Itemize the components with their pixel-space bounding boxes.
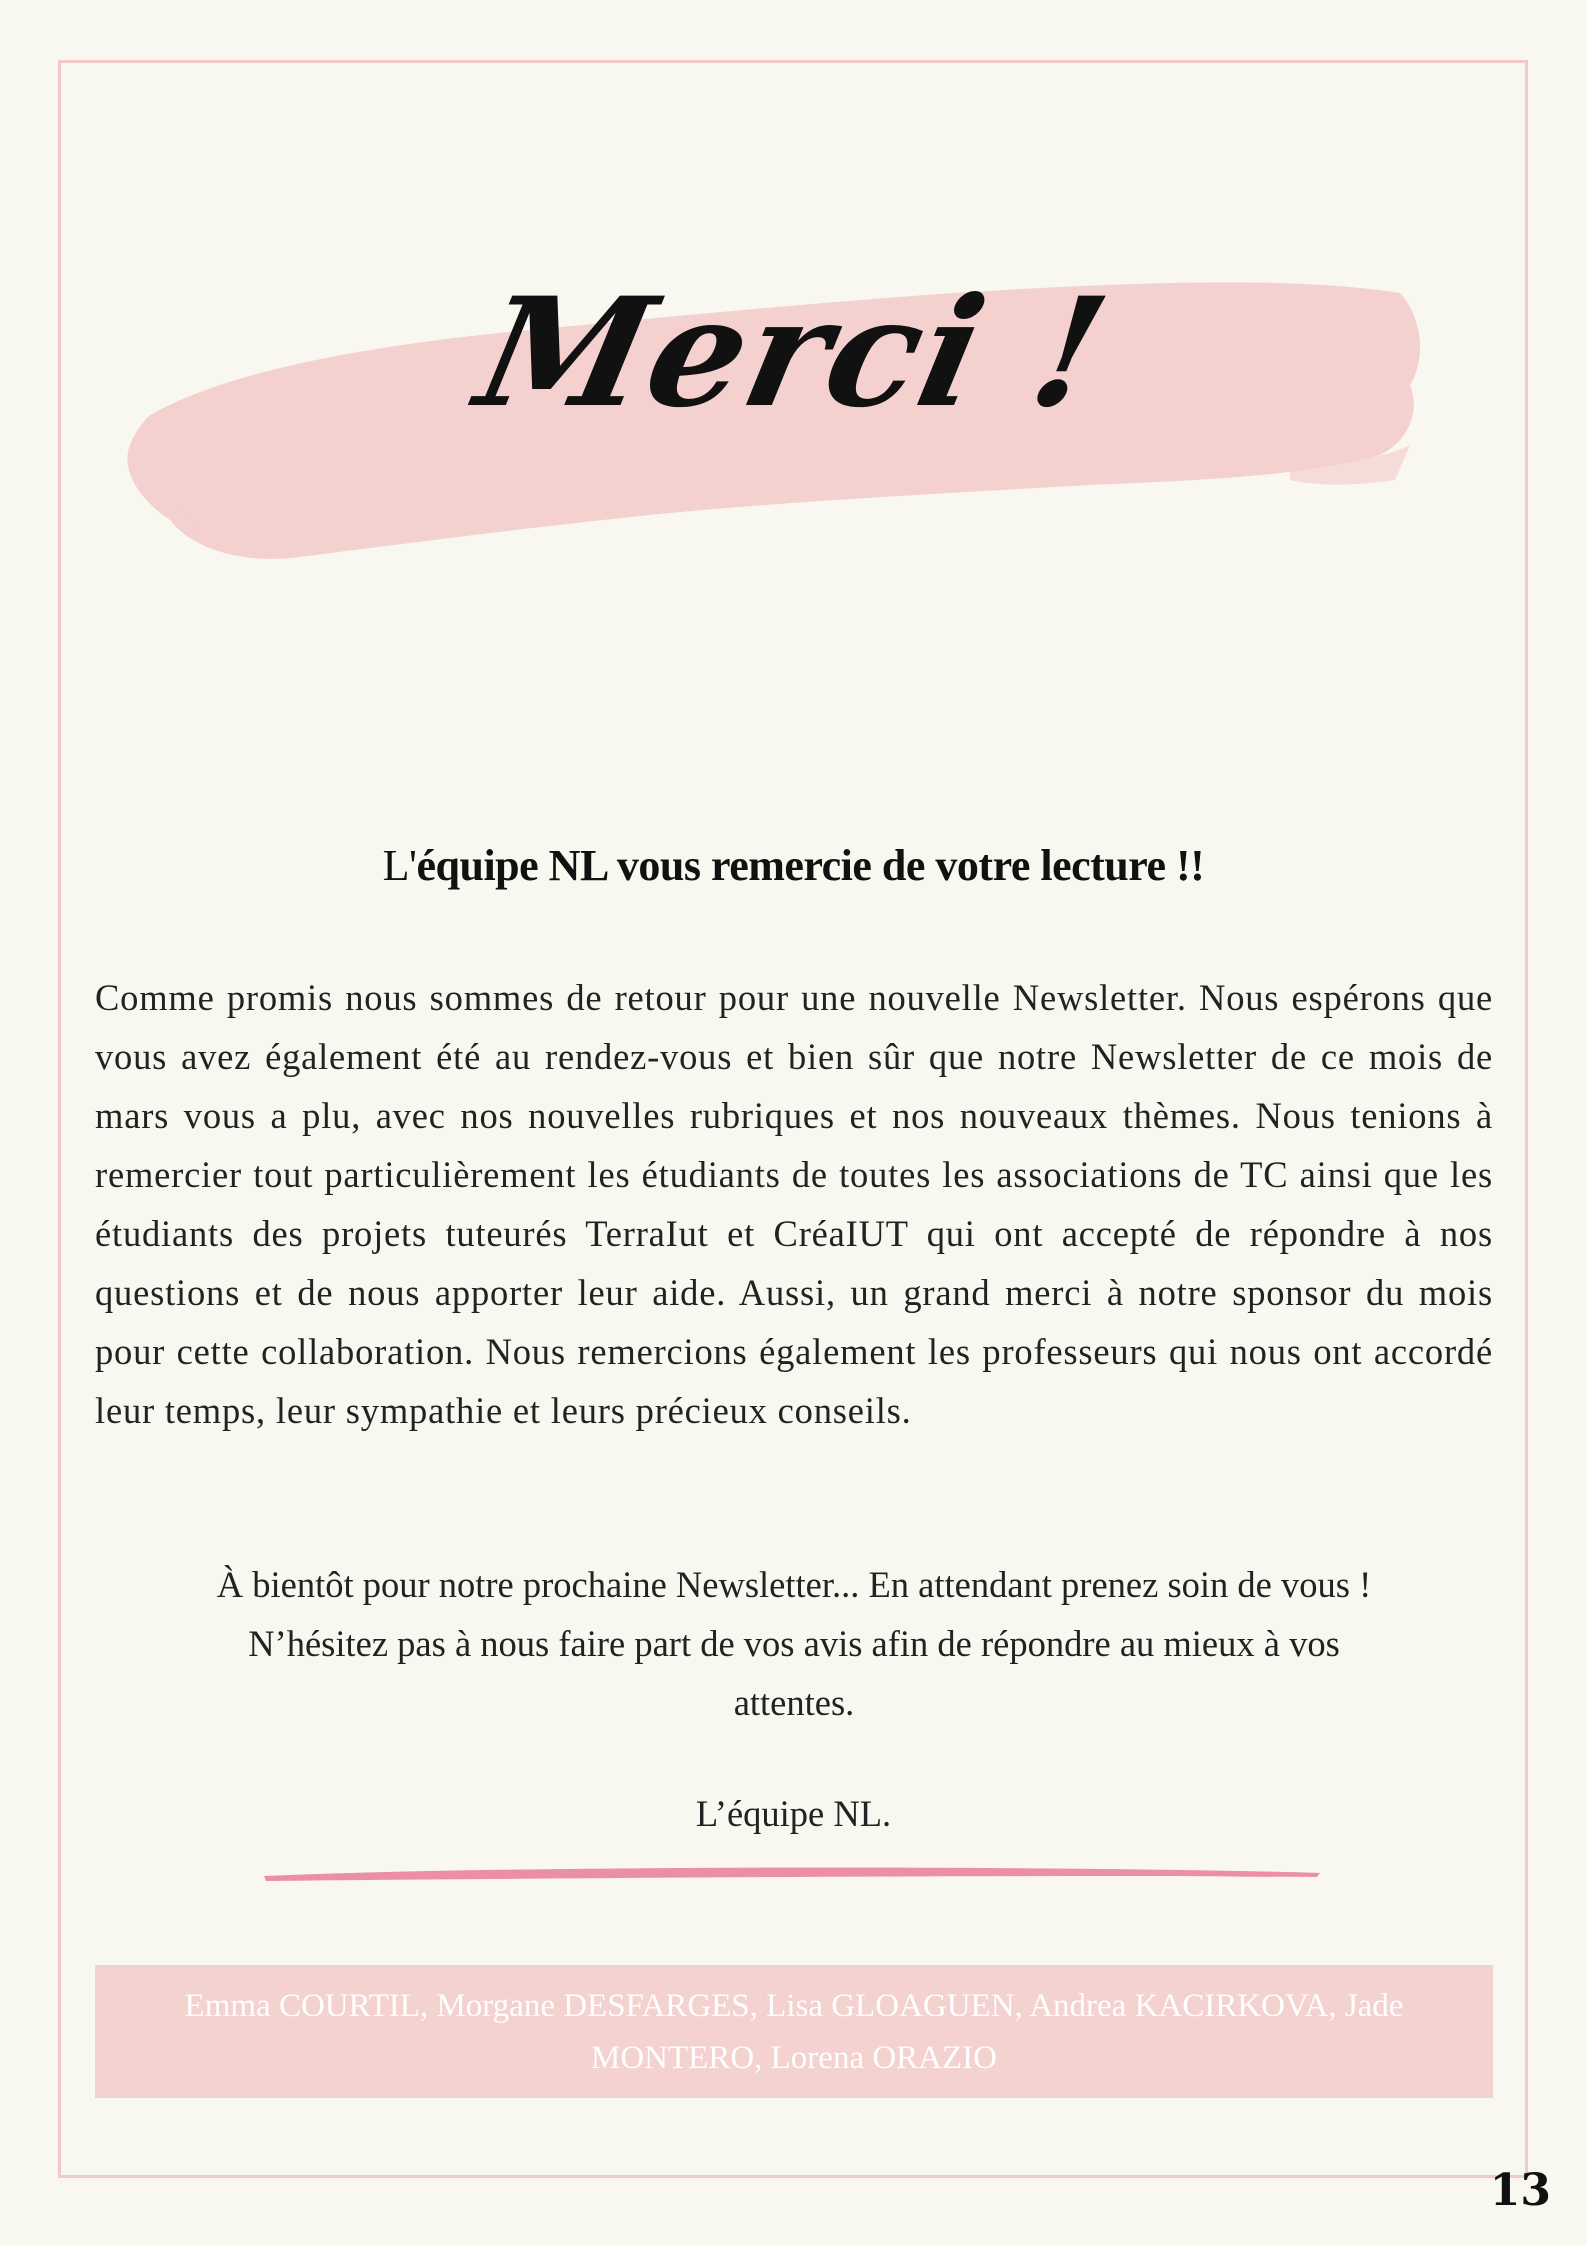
body-paragraph: Comme promis nous sommes de retour pour une nouvelle Newsletter. Nous espérons que vous avez également été au rendez-vous et bien sûr que notre Newsletter de ce mois de mars vous a plu, avec nos nouvelles rubriques et nos nouveaux thèmes. Nous tenions à remercier tout particulièrement les étudiants de toutes les associations de TC ainsi que les étudiants des projets tuteurés TerraIut et CréaIUT qui ont accepté de répondre à nos questions et de nous apporter leur aide. Aussi, un grand merci à notre sponsor du mois pour cette collaboration. Nous remercions également les professeurs qui nous ont accordé leur temps, leur sympathie et leurs précieux conseils. bbox=[95, 977, 1493, 1431]
signature: L’équipe NL. bbox=[695, 1793, 892, 1834]
closing-line: N’hésitez pas à nous faire part de vos avis afin de répondre au mieux à vos bbox=[248, 1623, 1340, 1664]
subtitle bbox=[0, 840, 1587, 891]
closing-line: attentes. bbox=[733, 1682, 855, 1723]
subtitle-prefix: L' bbox=[382, 841, 417, 890]
page-title: Merci ! bbox=[464, 265, 1123, 441]
credits-box bbox=[95, 1965, 1493, 2098]
closing-paragraph bbox=[95, 1555, 1493, 1732]
subtitle-bold: équipe NL vous remercie de votre lecture !! bbox=[416, 841, 1205, 890]
pink-underline-stroke bbox=[262, 1862, 1322, 1884]
credits-text: Emma COURTIL, Morgane DESFARGES, Lisa GLOAGUEN, Andrea KACIRKOVA, Jade MONTERO, Lorena ORAZIO bbox=[184, 1987, 1404, 2076]
closing-line: À bientôt pour notre prochaine Newsletter... En attendant prenez soin de vous ! bbox=[216, 1564, 1372, 1605]
page-number: 13 bbox=[1489, 2165, 1551, 2216]
